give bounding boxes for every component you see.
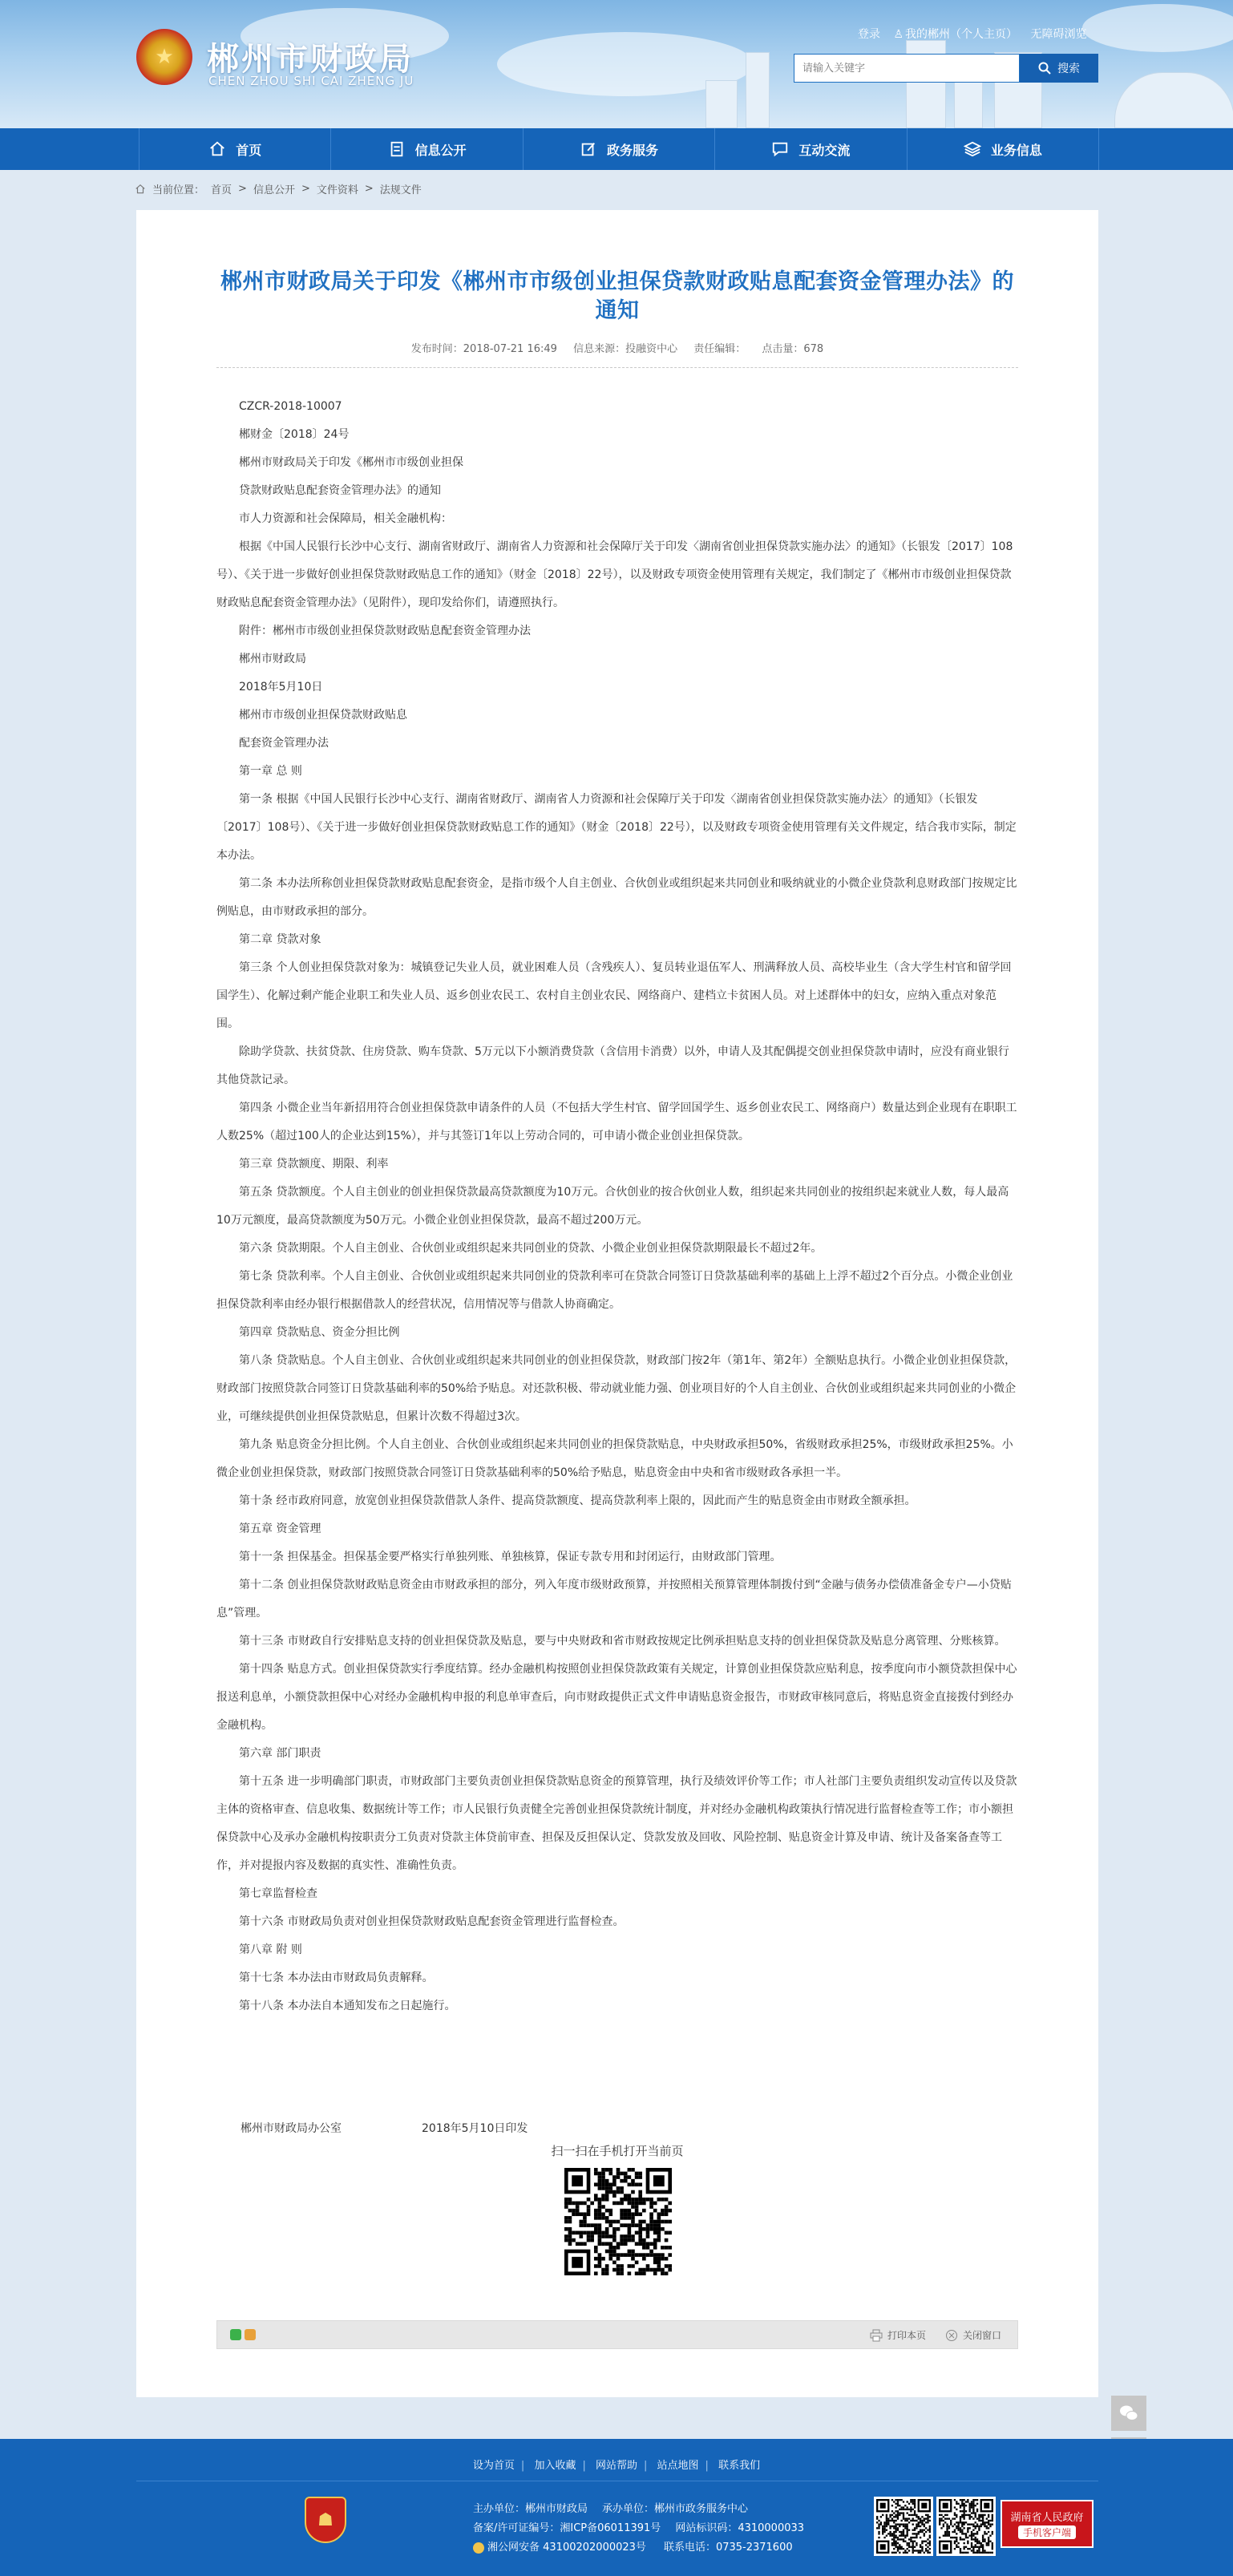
article-paragraph: 第十八条 本办法自本通知发布之日起施行。 [239, 2000, 456, 2012]
article-paragraph: CZCR-2018-10007 [239, 400, 342, 413]
breadcrumb-item-files[interactable]: 文件资料 [316, 184, 358, 196]
search-button-label: 搜索 [1057, 63, 1080, 75]
building-decoration [1114, 72, 1233, 128]
footer-link-homepage[interactable]: 设为首页 [472, 2460, 515, 2472]
party-gov-badge-icon[interactable]: ☗ [305, 2497, 346, 2543]
chat-icon [771, 140, 789, 158]
accessibility-link[interactable]: 无障碍浏览 [1030, 28, 1087, 41]
nav-label: 首页 [236, 142, 262, 158]
search-box [794, 54, 1098, 83]
info-source: 信息来源：投融资中心 [573, 343, 678, 355]
gov-badge-line2: 手机客户端 [1018, 2525, 1076, 2539]
building-decoration [746, 52, 770, 128]
article-paragraph: 第二章 贷款对象 [239, 933, 321, 946]
search-button[interactable] [1020, 54, 1098, 83]
article-paragraph: 第十三条 市财政自行安排贴息支持的创业担保贷款及贴息，要与中央财政和省市财政按规定比例承担贴息支持的创业担保贷款及贴息分离管理、分账核算。 [239, 1635, 1006, 1648]
article-paragraph: 第十六条 市财政局负责对创业担保贷款财政贴息配套资金管理进行监督检查。 [239, 1915, 625, 1928]
article-paragraph: 附件：郴州市市级创业担保贷款财政贴息配套资金管理办法 [239, 625, 531, 637]
article-paragraph: 第十五条 进一步明确部门职责，市财政部门主要负责创业担保贷款贴息资金的预算管理，执行及绩效评价等工作；市人社部门主要负责组织发动宣传以及贷款主体的资格审查、信息收集、数据统计等工作；市人民银行负责健全完善创业担保贷款统计制度，并对经办金融机构政策执行情况进行监督检查等工作；市小额担保贷款中心及承办金融机构按职责分工负责对贷款主体贷前审查、担保及反担保认定、贷款发放及回收、风险控制、贴息资金计算及申请、统计及备案备查等工作，并对提报内容及数据的真实性、准确性负责。 [216, 1775, 1017, 1872]
article-paragraph: 第十一条 担保基金。担保基金要严格实行单独列账、单独核算，保证专款专用和封闭运行，由财政部门管理。 [239, 1551, 782, 1563]
home-icon [208, 140, 226, 158]
site-footer [0, 2439, 1233, 2576]
breadcrumb-item-home[interactable]: 首页 [211, 184, 232, 196]
nav-label: 业务信息 [990, 142, 1042, 158]
search-icon [1038, 62, 1051, 75]
footer-link-sitemap[interactable]: 站点地图 [657, 2460, 699, 2472]
article-toolbar [216, 2320, 1018, 2349]
qr-code [564, 2168, 672, 2275]
edit-icon [580, 140, 597, 158]
site-title: 郴州市财政局 [207, 41, 414, 78]
article-paragraph: 2018年5月10日 [239, 681, 323, 694]
footer-info [473, 2500, 804, 2558]
wechat-float-button[interactable] [1111, 2396, 1146, 2431]
print-button[interactable] [870, 2328, 926, 2342]
home-icon [135, 184, 146, 195]
article-paragraph: 第四条 小微企业当年新招用符合创业担保贷款申请条件的人员（不包括大学生村官、留学回国学生、返乡创业农民工、网络商户）数量达到企业现有在职职工人数25%（超过100人的企业达到15%），并与其签订1年以上劳动合同的，可申请小微企业创业担保贷款。 [216, 1102, 1017, 1142]
breadcrumb [135, 181, 422, 196]
site-subtitle: CHEN ZHOU SHI CAI ZHENG JU [208, 74, 414, 88]
printer-icon [870, 2329, 883, 2342]
nav-item-home[interactable] [139, 128, 331, 170]
article-paragraph: 贷款财政贴息配套资金管理办法》的通知 [239, 484, 441, 497]
article-paragraph: 第五章 资金管理 [239, 1523, 321, 1535]
article-paragraph: 市人力资源和社会保障局，相关金融机构： [239, 512, 452, 525]
article-paragraph: 第六条 贷款期限。个人自主创业、合伙创业或组织起来共同创业的贷款、小微企业创业担保贷款期限最长不超过2年。 [239, 1242, 823, 1255]
article-paragraph: 第三章 贷款额度、期限、利率 [239, 1158, 389, 1171]
footer-link-bookmark[interactable]: 加入收藏 [534, 2460, 576, 2472]
article-paragraph: 第十七条 本办法由市财政局负责解释。 [239, 1971, 434, 1984]
police-record[interactable]: 湘公网安备 43100202000023号 [487, 2542, 646, 2554]
close-icon [945, 2329, 958, 2342]
article-signature [216, 2115, 1018, 2143]
document-icon [388, 140, 406, 158]
article-meta [216, 340, 1018, 355]
wechat-share-icon[interactable] [230, 2329, 241, 2340]
weibo-share-icon[interactable] [245, 2329, 256, 2340]
breadcrumb-prefix: 当前位置： [152, 184, 205, 196]
gov-badge-line1: 湖南省人民政府 [1010, 2512, 1084, 2524]
nav-label: 互动交流 [798, 142, 851, 158]
article-paragraph: 第四章 贷款贴息、资金分担比例 [239, 1326, 400, 1339]
article-paragraph: 第一章 总 则 [239, 765, 302, 778]
footer-qr-code [936, 2497, 996, 2556]
nav-item-business-info[interactable] [908, 128, 1099, 170]
footer-link-help[interactable]: 网站帮助 [595, 2460, 637, 2472]
article-paragraph: 郴州市财政局关于印发《郴州市市级创业担保 [239, 456, 463, 469]
nav-item-info-disclosure[interactable] [331, 128, 523, 170]
nav-label: 政务服务 [607, 142, 659, 158]
building-decoration [705, 80, 738, 128]
national-emblem-logo: ★ [136, 29, 192, 85]
hunan-gov-app-badge[interactable] [1001, 2500, 1094, 2548]
qr-caption: 扫一扫在手机打开当前页 [551, 2144, 684, 2158]
contact-phone: 联系电话：0735-2371600 [663, 2542, 793, 2554]
article-paragraph: 第一条 根据《中国人民银行长沙中心支行、湖南省财政厅、湖南省人力资源和社会保障厅关于印发〈湖南省创业担保贷款实施办法〉的通知》（长银发〔2017〕108号）、《关于进一步做好创业担保贷款财政贴息工作的通知》（财金〔2018〕22号），以及财政专项资金使用管理有关文件规定，结合我市实际，制定本办法。 [216, 793, 1017, 862]
publish-time: 发布时间：2018-07-21 16:49 [410, 343, 557, 355]
breadcrumb-separator: > [238, 183, 247, 195]
breadcrumb-separator: > [364, 183, 374, 195]
toolbar-actions [870, 2328, 1001, 2342]
article-paragraph: 第七章监督检查 [239, 1887, 317, 1900]
footer-links: 设为首页 | 加入收藏 | 网站帮助 | 站点地图 | 联系我们 [472, 2460, 761, 2472]
breadcrumb-item-info[interactable]: 信息公开 [253, 184, 295, 196]
personal-home-label: 我的郴州（个人主页） [905, 28, 1018, 41]
article-paragraph: 第八章 附 则 [239, 1943, 302, 1956]
article-paragraph: 第二条 本办法所称创业担保贷款财政贴息配套资金，是指市级个人自主创业、合伙创业或组织起来共同创业和吸纳就业的小微企业贷款利息财政部门按规定比例贴息，由市财政承担的部分。 [216, 877, 1017, 918]
sign-date: 2018年5月10日印发 [422, 2122, 528, 2135]
editor: 责任编辑： [693, 343, 746, 355]
article-paragraph: 根据《中国人民银行长沙中心支行、湖南省财政厅、湖南省人力资源和社会保障厅关于印发〈湖南省创业担保贷款实施办法〉的通知》（长银发〔2017〕108号）、《关于进一步做好创业担保贷款财政贴息工作的通知》（财金〔2018〕22号），以及财政专项资金使用管理有关规定，我们制定了《郴州市市级创业担保贷款财政贴息配套资金管理办法》（见附件），现印发给你们，请遵照执行。 [216, 540, 1013, 609]
breadcrumb-separator: > [301, 183, 310, 195]
article-paragraph: 郴财金〔2018〕24号 [239, 428, 350, 441]
article-paragraph: 郴州市市级创业担保贷款财政贴息 [239, 709, 407, 722]
article-paragraph: 第十四条 贴息方式。创业担保贷款实行季度结算。经办金融机构按照创业担保贷款政策有关规定，计算创业担保贷款应贴利息，按季度向市小额贷款担保中心报送利息单，小额贷款担保中心对经办金融机构申报的利息单审查后，向市财政提供正式文件申请贴息资金报告，市财政审核同意后，将贴息资金直接拨付到经办金融机构。 [216, 1663, 1017, 1732]
main-nav [0, 128, 1233, 170]
search-input[interactable] [794, 54, 1020, 83]
divider [216, 367, 1018, 368]
close-window-button[interactable] [945, 2328, 1001, 2342]
footer-qr-code [874, 2497, 933, 2556]
wechat-icon [1118, 2403, 1139, 2424]
article-paragraph: 第七条 贷款利率。个人自主创业、合伙创业或组织起来共同创业的贷款利率可在贷款合同签订日贷款基础利率的基础上上浮不超过2个百分点。小微企业创业担保贷款利率由经办银行根据借款人的经营状况，信用情况等与借款人协商确定。 [216, 1270, 1013, 1311]
sponsor: 主办单位：郴州市财政局 [473, 2503, 588, 2515]
sign-office: 郴州市财政局办公室 [241, 2122, 342, 2135]
article-body [216, 393, 1018, 2020]
layers-icon [964, 140, 981, 158]
site-code: 网站标识码：4310000033 [675, 2522, 805, 2534]
article-panel [136, 210, 1098, 2397]
article-paragraph: 配套资金管理办法 [239, 737, 329, 750]
article-paragraph: 第八条 贷款贴息。个人自主创业、合伙创业或组织起来共同创业的创业担保贷款，财政部门按2年（第1年、第2年）全额贴息执行。小微企业创业担保贷款，财政部门按照贷款合同签订日贷款基础利率的50%给予贴息。对还款积极、带动就业能力强、创业项目好的个人自主创业、合伙创业或组织起来共同创业的小微企业，可继续提供创业担保贷款贴息，但累计次数不得超过3次。 [216, 1354, 1017, 1423]
article-paragraph: 第五条 贷款额度。个人自主创业的创业担保贷款最高贷款额度为10万元。合伙创业的按合伙创业人数，组织起来共同创业的按组织起来就业人数，每人最高10万元额度，最高贷款额度为50万元。小微企业创业担保贷款，最高不超过200万元。 [216, 1186, 1009, 1227]
print-label: 打印本页 [887, 2330, 926, 2341]
breadcrumb-item-regulations[interactable]: 法规文件 [379, 184, 422, 196]
user-icon: ♙ [893, 28, 904, 41]
article-paragraph: 第六章 部门职责 [239, 1747, 321, 1760]
police-badge-icon [473, 2542, 484, 2554]
footer-link-contact[interactable]: 联系我们 [718, 2460, 761, 2472]
top-links [858, 26, 1096, 42]
nav-item-interaction[interactable] [715, 128, 907, 170]
nav-item-gov-services[interactable] [524, 128, 715, 170]
nav-label: 信息公开 [414, 142, 467, 158]
article-paragraph: 除助学贷款、扶贫贷款、住房贷款、购车贷款、5万元以下小额消费贷款（含信用卡消费）以外，申请人及其配偶提交创业担保贷款申请时，应没有商业银行其他贷款记录。 [216, 1045, 1009, 1086]
article-paragraph: 郴州市财政局 [239, 653, 306, 665]
article-paragraph: 第九条 贴息资金分担比例。个人自主创业、合伙创业或组织起来共同创业的担保贷款贴息，中央财政承担50%，省级财政承担25%，市级财政承担25%。小微企业创业担保贷款，财政部门按照贷款合同签订日贷款基础利率的50%给予贴息，贴息资金由中央和省市级财政各承担一半。 [216, 1438, 1013, 1479]
close-label: 关闭窗口 [962, 2330, 1001, 2341]
article-paragraph: 第十二条 创业担保贷款财政贴息资金由市财政承担的部分，列入年度市级财政预算，并按照相关预算管理体制拨付到“金融与债务办偿债准备金专户—小贷贴息”管理。 [216, 1579, 1012, 1620]
login-link[interactable]: 登录 [858, 28, 880, 41]
icp-number[interactable]: 备案/许可证编号：湘ICP备06011391号 [473, 2522, 661, 2534]
article-paragraph: 第十条 经市政府同意，放宽创业担保贷款借款人条件、提高贷款额度、提高贷款利率上限的，因此而产生的贴息资金由市财政全额承担。 [239, 1494, 916, 1507]
site-header [0, 0, 1233, 128]
article-title: 郴州市财政局关于印发《郴州市市级创业担保贷款财政贴息配套资金管理办法》的通知 [220, 269, 1014, 323]
personal-home-link[interactable] [893, 28, 1021, 41]
undertaker: 承办单位：郴州市政务服务中心 [602, 2503, 749, 2515]
share-buttons [230, 2329, 256, 2340]
view-count: 点击量：678 [762, 343, 824, 355]
cloud-decoration [1082, 4, 1233, 52]
article-paragraph: 第三条 个人创业担保贷款对象为：城镇登记失业人员，就业困难人员（含残疾人）、复员转业退伍军人、刑满释放人员、高校毕业生（含大学生村官和留学回国学生）、化解过剩产能企业职工和失业人员、返乡创业农民工、农村自主创业农民、网络商户、建档立卡贫困人员。对上述群体中的妇女，应纳入重点对象范围。 [216, 961, 1012, 1030]
